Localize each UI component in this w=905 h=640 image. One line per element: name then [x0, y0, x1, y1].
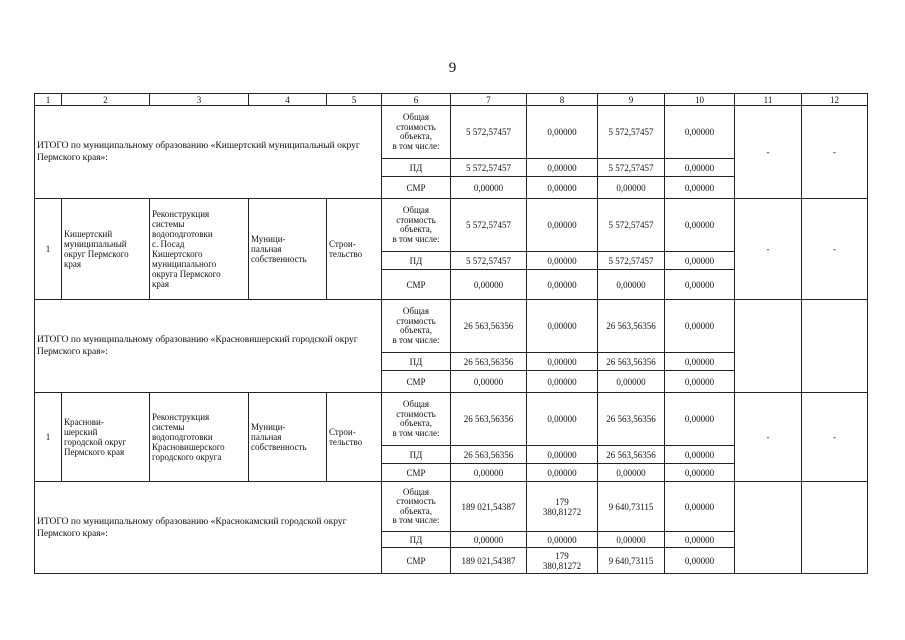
total-label: ИТОГО по муниципальному образованию «Красновишерский городской округ Пермского края»: [35, 300, 382, 393]
item-number: 1 [35, 393, 62, 482]
total-label: ИТОГО по муниципальному образованию «Краснокамский городской округ Пермского края»: [35, 482, 382, 574]
col-header: 1 [35, 94, 62, 106]
col-header: 4 [249, 94, 327, 106]
row-label: Общая стоимость объекта, в том числе: [382, 482, 451, 532]
cell-value: 5 572,57457 [598, 199, 665, 252]
cell-value: 5 572,57457 [451, 106, 527, 159]
cell-value: 0,00000 [598, 177, 665, 199]
cell-value: 0,00000 [451, 177, 527, 199]
cell-value: 26 563,56356 [451, 446, 527, 464]
cell-value: 9 640,73115 [598, 482, 665, 532]
cell-value: 26 563,56356 [451, 300, 527, 353]
col-header: 8 [527, 94, 598, 106]
cell-value: 5 572,57457 [451, 159, 527, 177]
row-label: ПД [382, 446, 451, 464]
cell-value: 0,00000 [451, 532, 527, 548]
column-number-row [35, 94, 868, 106]
row-label: СМР [382, 371, 451, 393]
cell-value: 5 572,57457 [598, 159, 665, 177]
cell-dash: - [802, 106, 868, 199]
table-row [35, 482, 868, 532]
row-label: Общая стоимость объекта, в том числе: [382, 199, 451, 252]
cell-value: 0,00000 [665, 371, 735, 393]
col-header: 5 [327, 94, 382, 106]
table-row [35, 393, 868, 446]
col-header: 9 [598, 94, 665, 106]
cell-value: 0,00000 [598, 371, 665, 393]
work-type-cell: Строи- тельство [327, 393, 382, 482]
cell-value: 0,00000 [665, 252, 735, 270]
cell-value: 0,00000 [665, 106, 735, 159]
cell-value: 0,00000 [598, 270, 665, 300]
cell-value: 5 572,57457 [451, 199, 527, 252]
ownership-cell: Муници- пальная собственность [249, 393, 327, 482]
cell-value: 0,00000 [451, 270, 527, 300]
cell-value: 0,00000 [527, 532, 598, 548]
row-label: ПД [382, 159, 451, 177]
cell-value: 26 563,56356 [598, 393, 665, 446]
row-label: ПД [382, 532, 451, 548]
cell-value: 0,00000 [665, 446, 735, 464]
cell-value: 0,00000 [527, 106, 598, 159]
cell-value: 9 640,73115 [598, 548, 665, 574]
ownership-cell: Муници- пальная собственность [249, 199, 327, 300]
cell-value: 0,00000 [665, 199, 735, 252]
cell-value: 5 572,57457 [598, 106, 665, 159]
table-row [35, 106, 868, 159]
cell-dash: - [735, 199, 802, 300]
row-label: СМР [382, 548, 451, 574]
cell-dash: - [802, 393, 868, 482]
cell-value: 0,00000 [665, 177, 735, 199]
cell-value: 0,00000 [527, 393, 598, 446]
cell-value: 0,00000 [598, 464, 665, 482]
item-number: 1 [35, 199, 62, 300]
row-label: Общая стоимость объекта, в том числе: [382, 106, 451, 159]
municipality-cell: Краснови- шерский городской округ Пермского края [62, 393, 150, 482]
cell-value: 0,00000 [527, 371, 598, 393]
col-header: 3 [150, 94, 249, 106]
cell-value: 5 572,57457 [598, 252, 665, 270]
cell-value: 0,00000 [527, 159, 598, 177]
cell-value: 0,00000 [451, 464, 527, 482]
row-label: СМР [382, 464, 451, 482]
cell-empty [802, 300, 868, 393]
work-type-cell: Строи- тельство [327, 199, 382, 300]
cell-value: 0,00000 [451, 371, 527, 393]
cell-value: 0,00000 [527, 177, 598, 199]
cell-empty [735, 482, 802, 574]
row-label: СМР [382, 177, 451, 199]
cell-value: 0,00000 [527, 353, 598, 371]
table-row [35, 300, 868, 353]
col-header: 7 [451, 94, 527, 106]
cell-empty [802, 482, 868, 574]
cell-value: 189 021,54387 [451, 482, 527, 532]
table-row [35, 199, 868, 252]
cell-value: 0,00000 [665, 482, 735, 532]
cell-value: 5 572,57457 [451, 252, 527, 270]
cell-value: 26 563,56356 [451, 393, 527, 446]
cell-value: 0,00000 [665, 464, 735, 482]
cell-value: 26 563,56356 [598, 353, 665, 371]
row-label: Общая стоимость объекта, в том числе: [382, 300, 451, 353]
cell-value: 26 563,56356 [451, 353, 527, 371]
total-label: ИТОГО по муниципальному образованию «Кишертский муниципальный округ Пермского края»: [35, 106, 382, 199]
cell-value: 0,00000 [665, 353, 735, 371]
cell-value: 0,00000 [527, 270, 598, 300]
col-header: 10 [665, 94, 735, 106]
cell-value: 179 380,81272 [527, 482, 598, 532]
cell-value: 0,00000 [665, 270, 735, 300]
object-cell: Реконструкция системы водоподготовки Красновишерского городского округа [150, 393, 249, 482]
cell-value: 0,00000 [527, 446, 598, 464]
cell-value: 0,00000 [665, 532, 735, 548]
row-label: Общая стоимость объекта, в том числе: [382, 393, 451, 446]
cell-value: 0,00000 [665, 300, 735, 353]
cell-dash: - [802, 199, 868, 300]
financing-table [34, 93, 868, 574]
object-cell: Реконструкция системы водоподготовки с. Посад Кишертского муниципального округа Пермского края [150, 199, 249, 300]
page-number: 9 [448, 60, 457, 76]
col-header: 11 [735, 94, 802, 106]
cell-value: 179 380,81272 [527, 548, 598, 574]
col-header: 12 [802, 94, 868, 106]
row-label: СМР [382, 270, 451, 300]
cell-dash: - [735, 393, 802, 482]
cell-value: 0,00000 [665, 393, 735, 446]
cell-value: 0,00000 [527, 199, 598, 252]
col-header: 6 [382, 94, 451, 106]
cell-value: 0,00000 [527, 252, 598, 270]
municipality-cell: Кишертский муниципальный округ Пермского края [62, 199, 150, 300]
cell-value: 0,00000 [665, 159, 735, 177]
cell-value: 26 563,56356 [598, 446, 665, 464]
row-label: ПД [382, 353, 451, 371]
cell-value: 189 021,54387 [451, 548, 527, 574]
cell-dash: - [735, 106, 802, 199]
cell-empty [735, 300, 802, 393]
col-header: 2 [62, 94, 150, 106]
row-label: ПД [382, 252, 451, 270]
cell-value: 0,00000 [527, 464, 598, 482]
cell-value: 0,00000 [598, 532, 665, 548]
cell-value: 26 563,56356 [598, 300, 665, 353]
cell-value: 0,00000 [665, 548, 735, 574]
cell-value: 0,00000 [527, 300, 598, 353]
